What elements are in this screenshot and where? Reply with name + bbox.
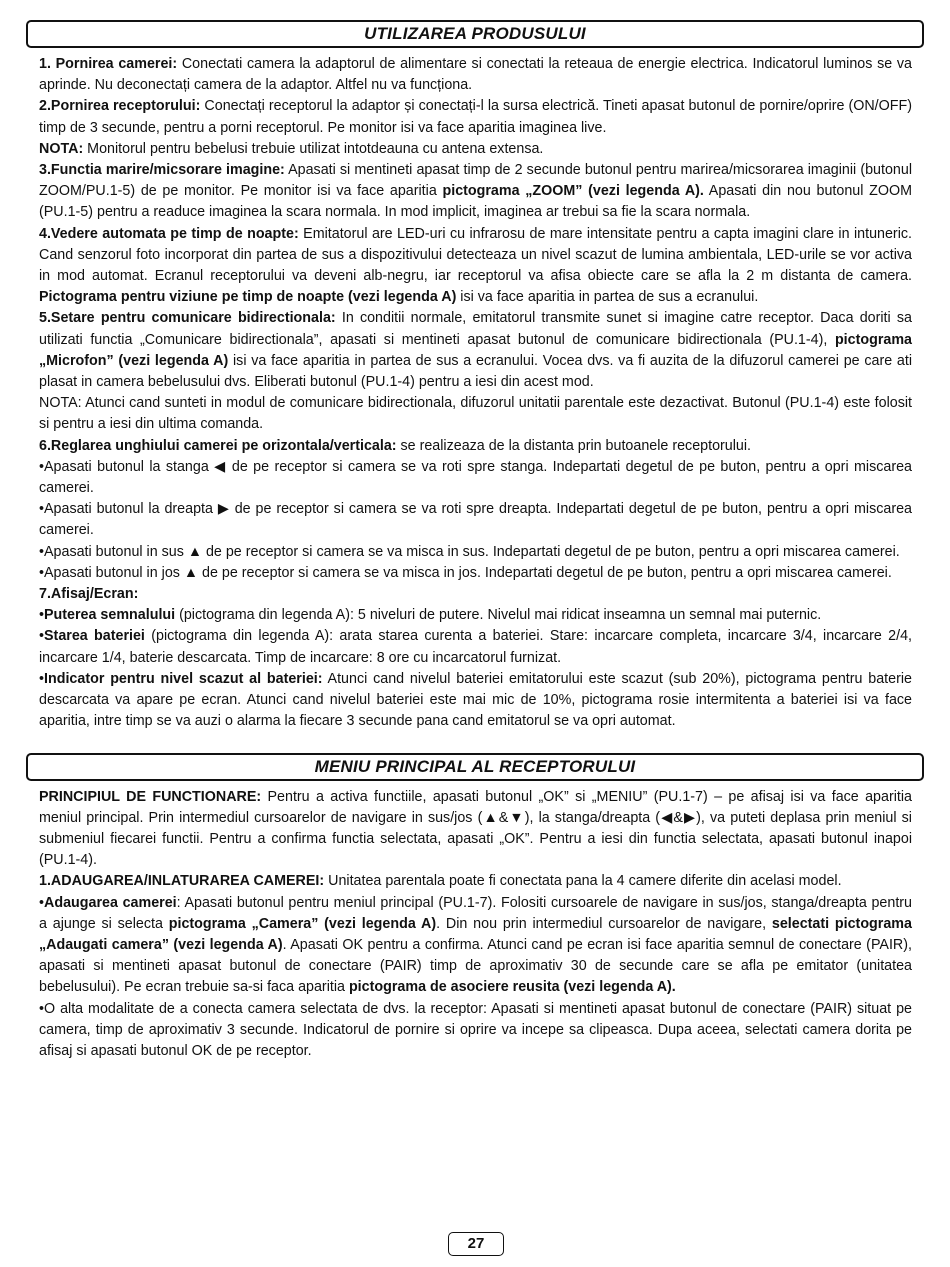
bold-text: Starea bateriei — [44, 628, 145, 645]
paragraph — [39, 308, 912, 393]
body-text: Emitatorul are LED-uri cu infrarosu de mare intensitate pentru a capta imagini clare in intuneric. Cand senzorul foto incorporat din partea de sus a dispozitivului detecteaza un nivel scazut de lumina ambientala, LED-urile se vor activa in mod automat. Ecranul receptorului va deveni alb-negru, iar receptorul va afisa obiecte care se afla la 2 m distanta de camera. — [39, 225, 912, 285]
bold-text: PRINCIPIUL DE FUNCTIONARE: — [39, 788, 262, 805]
body-text: Monitorul pentru bebelusi trebuie utilizat intotdeauna cu antena extensa. — [83, 140, 544, 157]
body-text: Conectati camera la adaptorul de alimentare si conectati la reteaua de energie electrica. Indicatorul luminos se va aprinde. Nu deconectați camera de la adaptor. Altfel nu va funcționa. — [39, 56, 912, 94]
body-text: : Apasati butonul pentru meniul principal (PU.1-7). Folositi cursoarele de navigare in sus/jos, stanga/dreapta pentru a ajunge si selecta — [39, 894, 912, 932]
body-text: . Apasati OK pentru a confirma. Atunci cand pe ecran isi face aparitia semnul de conectare (PAIR), apasati si mentineti apasat butonul de conectare (PAIR) timp de aproximativ 30 de secunde care se afla pe emitator (unitatea bebelusului). Pe ecran trebuie sa-si faca aparitia — [39, 936, 912, 996]
section-main-menu-content — [26, 781, 924, 1063]
paragraph — [39, 54, 912, 96]
paragraph — [39, 457, 912, 499]
paragraph — [39, 605, 912, 626]
body-text: (pictograma din legenda A): arata starea curenta a bateriei. Stare: incarcare completa, incarcare 3/4, incarcare 2/4, incarcare 1/4, baterie descarcata. Timp de incarcare: 8 ore cu incarcatorul furnizat. — [39, 628, 912, 666]
body-text: •Apasati butonul la stanga ◀ de pe receptor si camera se va roti spre stanga. Indepartati degetul de pe buton, pentru a opri miscarea camerei. — [39, 458, 912, 497]
body-text: Apasati din nou butonul ZOOM (PU.1-5) pentru a readuce imaginea la scara normala. In mod implicit, imaginea ar trebui sa fie la scara normala. — [39, 183, 913, 221]
body-text: • — [39, 894, 45, 911]
body-text: se realizeaza de la distanta prin butoanele receptorului. — [396, 437, 752, 454]
bold-text: 2.Pornirea receptorului: — [39, 98, 201, 115]
bold-text: Puterea semnalului — [44, 607, 176, 624]
paragraph — [39, 626, 912, 668]
bold-text: Indicator pentru nivel scazut al bateriei: — [44, 670, 323, 687]
paragraph — [39, 563, 912, 584]
paragraph — [39, 224, 912, 309]
body-text: •O alta modalitate de a conecta camera selectata de dvs. la receptor: Apasati si mentineti apasat butonul de conectare (PAIR) situat pe camera, timp de aproximativ 3 secunde. Indicatorul de pornire si oprire va incepe sa clipeasca. Dupa aceea, selectati camera dorita pe afisaj si apasati butonul OK de pe receptor. — [39, 1000, 912, 1059]
bold-text: pictograma „ZOOM” (vezi legenda A). — [442, 183, 704, 200]
body-text: Apasati si mentineti apasat timp de 2 secunde butonul pentru marirea/micsorarea imaginii (butonul ZOOM/PU.1-5) de pe monitor. Pe monitor isi va face aparitia — [39, 162, 912, 200]
body-text: • — [39, 607, 45, 624]
bold-text: selectati pictograma „Adaugati camera” (vezi legenda A) — [39, 915, 912, 953]
paragraph — [39, 669, 912, 733]
bold-text: 3.Functia marire/micsorare imagine: — [39, 162, 285, 179]
paragraph — [39, 999, 912, 1063]
section-title-main-menu: MENIU PRINCIPAL AL RECEPTORULUI — [26, 753, 924, 781]
paragraph — [39, 393, 912, 435]
manual-page — [26, 20, 924, 1062]
body-text: (pictograma din legenda A): 5 niveluri de putere. Nivelul mai ridicat inseamna un semnal mai puternic. — [175, 607, 822, 624]
bold-text: 6.Reglarea unghiului camerei pe orizontala/verticala: — [39, 437, 397, 454]
body-text: NOTA: Atunci cand sunteti in modul de comunicare bidirectionala, difuzorul unitatii parentale este dezactivat. Butonul (PU.1-4) este folosit si pentru a iesi din ultima comanda. — [39, 395, 912, 433]
bold-text: pictograma de asociere reusita (vezi legenda A). — [348, 979, 676, 996]
body-text: •Apasati butonul in sus ▲ de pe receptor si camera se va misca in sus. Indepartati degetul de pe buton, pentru a opri miscarea camerei. — [39, 543, 900, 560]
body-text: . Din nou prin intermediul cursoarelor de navigare, — [436, 915, 772, 932]
bold-text: 4.Vedere automata pe timp de noapte: — [39, 225, 299, 242]
body-text: isi va face aparitia in partea de sus a ecranului. — [456, 289, 759, 306]
body-text: • — [39, 670, 45, 687]
bold-text: 1.ADAUGAREA/INLATURAREA CAMEREI: — [39, 873, 325, 890]
bold-text: 1. Pornirea camerei: — [39, 56, 178, 72]
body-text: Conectați receptorul la adaptor și conectați-l la sursa electrică. Tineti apasat butonul de pornire/oprire (ON/OFF) timp de 3 secunde, pentru a porni receptorul. Pe monitor isi va face aparitia imaginea live. — [39, 98, 913, 136]
paragraph — [39, 96, 912, 138]
section-title-usage: UTILIZAREA PRODUSULUI — [26, 20, 924, 48]
body-text: Atunci cand nivelul bateriei emitatorului este scazut (sub 20%), pictograma pentru baterie descarcata va apare pe ecran. Atunci cand nivelul bateriei este mai mic de 10%, pictograma rosie intermitenta a bateriei isi va face aparitia, intre timp se va auzi o alarma la fiecare 3 secunde pana cand emitatorul se va opri automat. — [39, 670, 912, 730]
section-usage-content — [26, 48, 924, 733]
paragraph — [39, 584, 912, 605]
body-text: • — [39, 628, 45, 645]
bold-text: 7.Afisaj/Ecran: — [39, 586, 139, 603]
bold-text: Pictograma pentru viziune pe timp de noapte (vezi legenda A) — [39, 289, 457, 306]
body-text: Pentru a activa functiile, apasati butonul „OK” si „MENIU” (PU.1-7) – pe afisaj isi va face aparitia meniul principal. Prin intermediul cursoarelor de navigare in sus/jos (▲&▼), la stanga/dreapta (◀&▶), va puteti deplasa prin meniul si submeniul fiecarei functii. Pentru a confirma functia selectata, apasati „OK”. Pentru a iesi din functia selectata, apasati butonul inapoi (PU.1-4). — [39, 788, 912, 869]
body-text: •Apasati butonul in jos ▲ de pe receptor si camera se va misca in jos. Indepartati degetul de pe buton, pentru a opri miscarea camerei. — [39, 564, 892, 581]
paragraph — [39, 499, 912, 541]
bold-text: 5.Setare pentru comunicare bidirectionala: — [39, 310, 336, 327]
body-text: Unitatea parentala poate fi conectata pana la 4 camere diferite din acelasi model. — [324, 873, 842, 890]
body-text: isi va face aparitia in partea de sus a ecranului. Vocea dvs. va fi auzita de la difuzorul camerei pe care ati plasat in camera bebelusului dvs. Eliberati butonul (PU.1-4) pentru a iesi din acest mod. — [39, 352, 913, 391]
bold-text: NOTA: — [39, 140, 84, 157]
paragraph — [39, 160, 912, 224]
paragraph — [39, 871, 912, 892]
paragraph — [39, 139, 912, 160]
bold-text: Adaugarea camerei — [44, 894, 177, 911]
paragraph — [39, 787, 912, 872]
paragraph — [39, 542, 912, 563]
paragraph — [39, 893, 912, 999]
body-text: In conditii normale, emitatorul transmite sunet si imagine catre receptor. Daca doriti sa utilizati functia „Comunicare bidirectionala”, apasati si mentineti apasat butonul de comunicare bidirectionala (PU.1-4), — [39, 310, 912, 348]
paragraph — [39, 436, 912, 457]
bold-text: pictograma „Microfon” (vezi legenda A) — [39, 331, 912, 369]
page-number: 27 — [448, 1232, 504, 1256]
body-text: •Apasati butonul la dreapta ▶ de pe receptor si camera se va roti spre dreapta. Indepartati degetul de pe buton, pentru a opri miscarea camerei. — [39, 501, 912, 539]
bold-text: pictograma „Camera” (vezi legenda A) — [168, 915, 437, 932]
